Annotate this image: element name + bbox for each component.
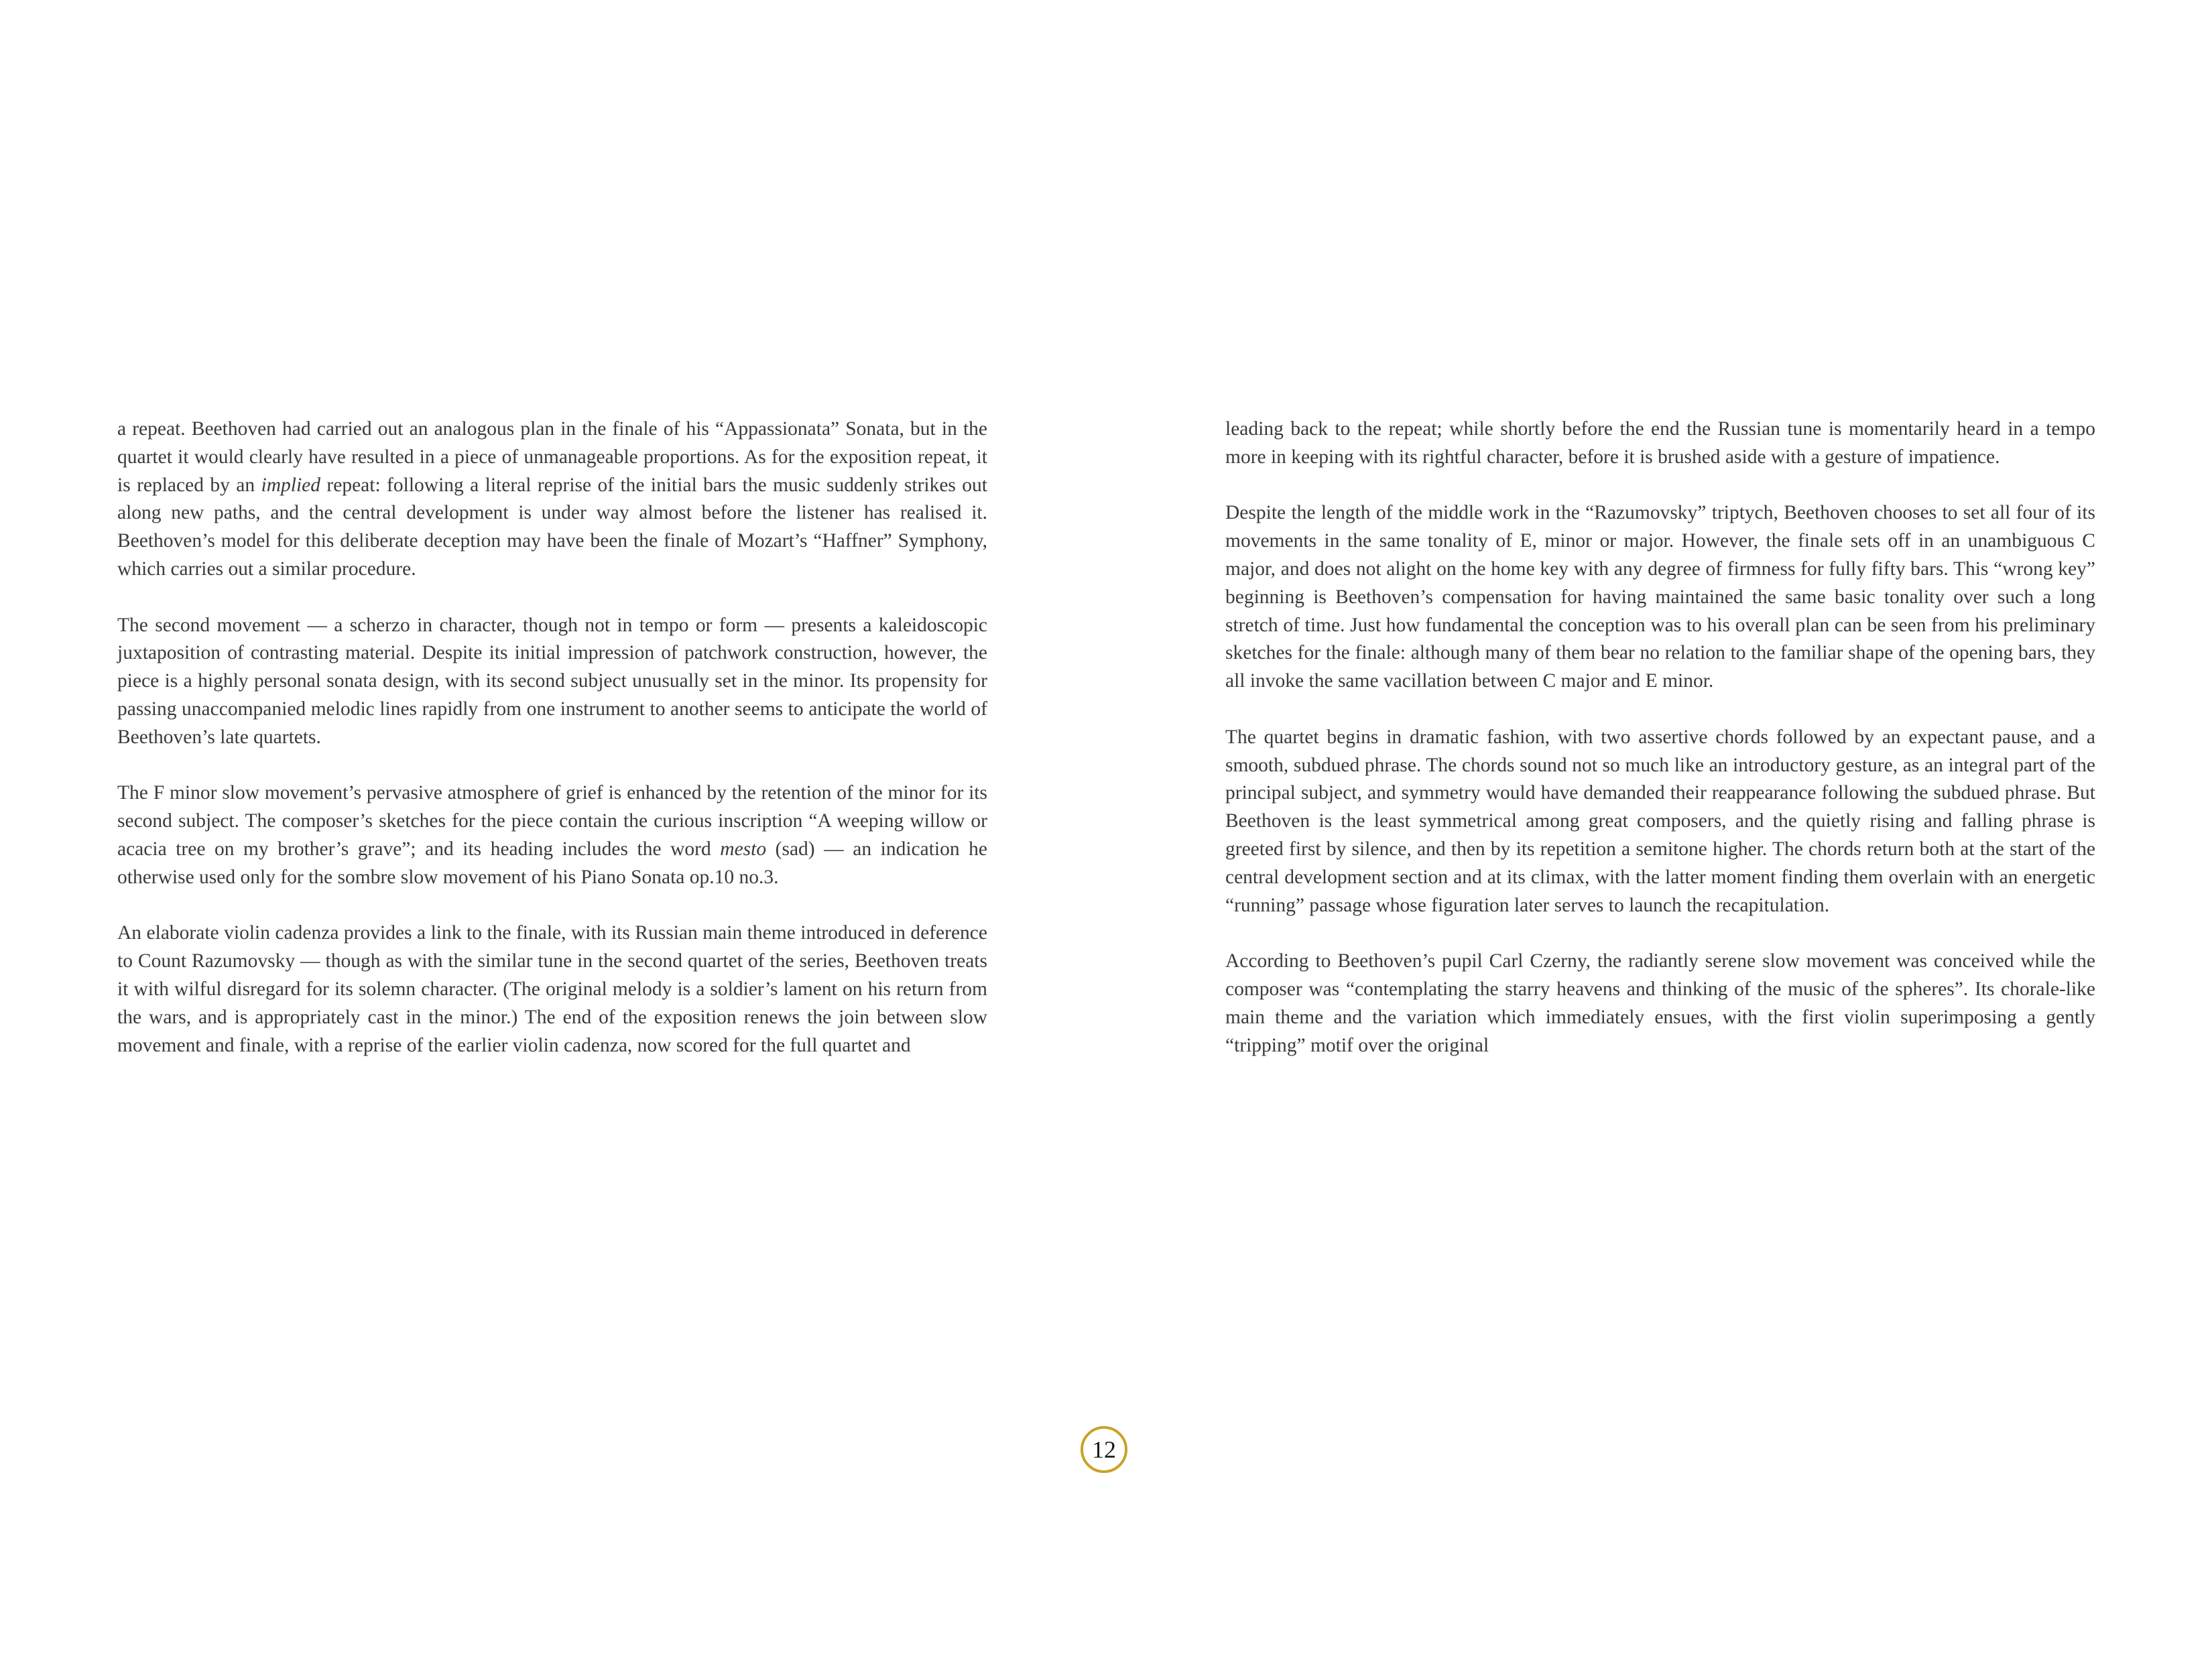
right-text-column	[1225, 416, 2095, 1060]
right-paragraph-4: According to Beethoven’s pupil Carl Czerny, the radiantly serene slow movement was conceived while the composer was “contemplating the starry heavens and thinking of the music of the spheres”. Its chorale-like main theme and the variation which immediately ensues, with the first violin superimposing a gently “tripping” motif over the original	[1225, 950, 2095, 1056]
right-paragraph-2: Despite the length of the middle work in the “Razumovsky” triptych, Beethoven chooses to set all four of its movements in the same tonality of E, minor or major. However, the finale sets off in an unambiguous C major, and does not alight on the home key with any degree of firmness for fully fifty bars. This “wrong key” beginning is Beethoven’s compensation for having maintained the same basic tonality over such a long stretch of time. Just how fundamental the conception was to his overall plan can be seen from his preliminary sketches for the finale: although many of them bear no relation to the familiar shape of the opening bars, they all invoke the same vacillation between C major and E minor.	[1225, 502, 2095, 692]
left-paragraph-3-part-a: The F minor slow movement’s pervasive atmosphere of grief is enhanced by the retention of the minor for its second subject. The composer’s sketches for the piece contain the curious inscription “A weeping willow or acacia tree on my brother’s grave”; and its heading includes the word	[117, 782, 987, 860]
left-paragraph-1	[117, 416, 987, 584]
left-text-column	[117, 416, 987, 1060]
left-paragraph-3-part-b: (sad) — an indication he otherwise used only for the sombre slow movement of his Piano Sonata op.10 no.3.	[117, 838, 987, 888]
left-paragraph-3	[117, 779, 987, 891]
left-paragraph-1-part-b: repeat: following a literal reprise of the initial bars the music suddenly strikes out along new paths, and the central development is under way almost before the listener has realised it. Beethoven’s model for this deliberate deception may have been the finale of Mozart’s “Haffner” Symphony, which carries out a similar procedure.	[117, 474, 988, 580]
page-number-badge	[1081, 1426, 1127, 1473]
right-paragraph-1: leading back to the repeat; while shortly before the end the Russian tune is momentarily heard in a tempo more in keeping with its rightful character, before it is brushed aside with a gesture of impatience.	[1225, 418, 2095, 468]
left-paragraph-3-italic: mesto	[720, 838, 767, 860]
left-paragraph-2: The second movement — a scherzo in character, though not in tempo or form — presents a kaleidoscopic juxtaposition of contrasting material. Despite its initial impression of patchwork construction, however, the piece is a highly personal sonata design, with its second subject unusually set in the minor. Its propensity for passing unaccompanied melodic lines rapidly from one instrument to another seems to anticipate the world of Beethoven’s late quartets.	[117, 614, 987, 748]
right-paragraph-3: The quartet begins in dramatic fashion, with two assertive chords followed by an expectant pause, and a smooth, subdued phrase. The chords sound not so much like an introductory gesture, as an integral part of the principal subject, and symmetry would have demanded their reappearance following the subdued phrase. But Beethoven is the least symmetrical among great composers, and the quietly rising and falling phrase is greeted first by silence, and then by its repetition a semitone higher. The chords return both at the start of the central development section and at its climax, with the latter moment finding them overlain with an energetic “running” passage whose figuration later serves to launch the recapitulation.	[1225, 726, 2095, 916]
left-paragraph-1-part-a: a repeat. Beethoven had carried out an analogous plan in the finale of his “Appassionata” Sonata, but in the quartet it would clearly have resulted in a piece of unmanageable proportions. As for the exposition repeat, it is replaced by an	[117, 418, 987, 496]
left-paragraph-1-italic: implied	[261, 474, 321, 496]
page-number: 12	[1092, 1436, 1116, 1463]
left-paragraph-4: An elaborate violin cadenza provides a link to the finale, with its Russian main theme introduced in deference to Count Razumovsky — though as with the similar tune in the second quartet of the series, Beethoven treats it with wilful disregard for its solemn character. (The original melody is a soldier’s lament on his return from the wars, and is appropriately cast in the minor.) The end of the exposition renews the join between slow movement and finale, with a reprise of the earlier violin cadenza, now scored for the full quartet and	[117, 922, 987, 1056]
